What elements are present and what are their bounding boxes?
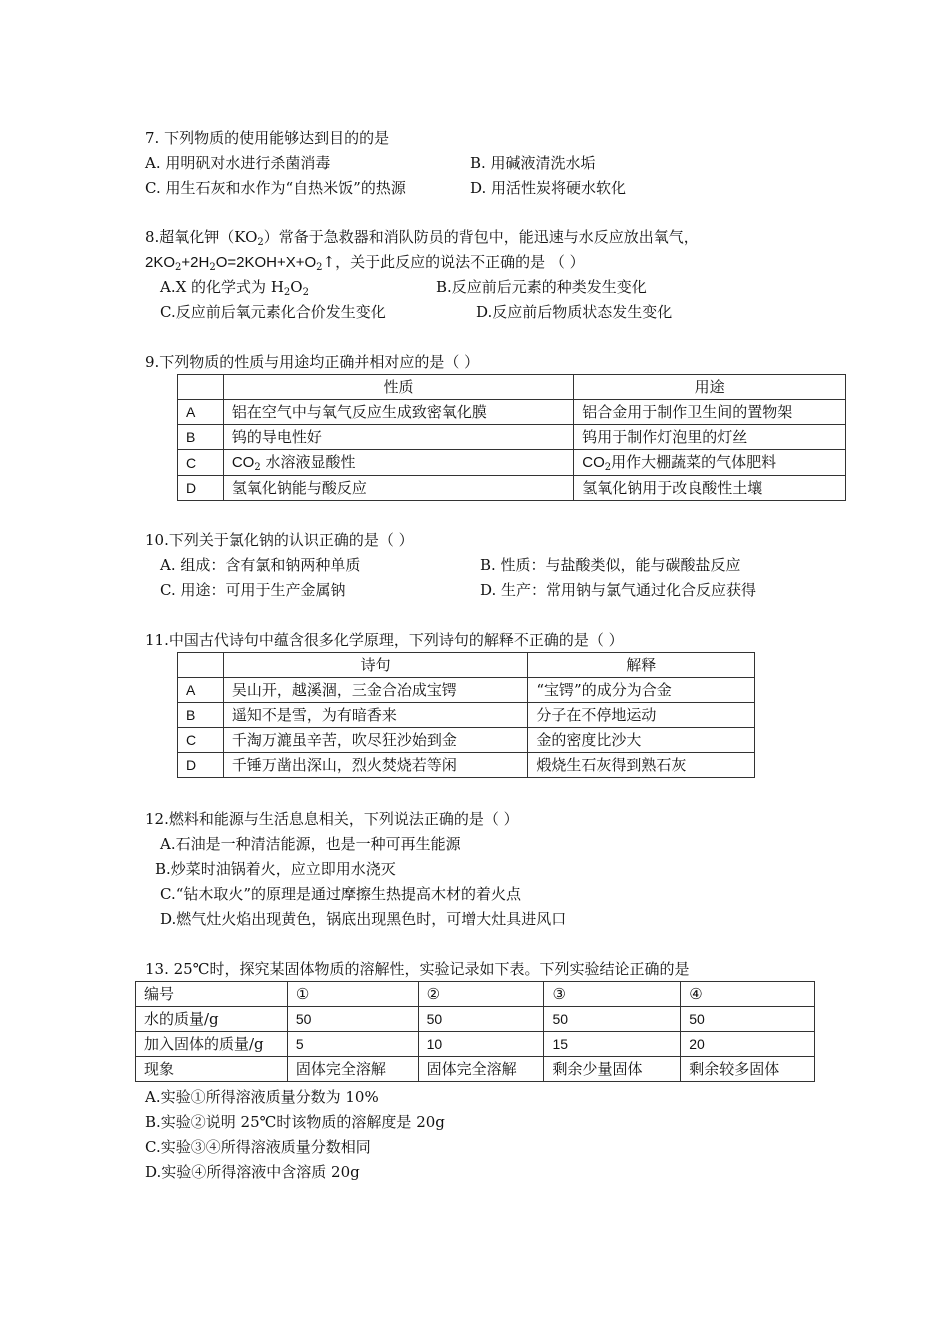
row-label: A: [178, 400, 224, 425]
q12-option-d: D.燃气灶火焰出现黄色，锅底出现黑色时，可增大灶具进风口: [160, 910, 567, 928]
table-cell: 剩余较多固体: [681, 1057, 815, 1082]
q13-option-b: B.实验②说明 25℃时该物质的溶解度是 20g: [145, 1113, 445, 1131]
q9-table: [177, 374, 846, 501]
row-label: A: [178, 678, 224, 703]
table-header-cell: 用途: [574, 375, 846, 400]
row-label: B: [178, 703, 224, 728]
table-row: [136, 1007, 815, 1032]
explain-cell: 分子在不停地运动: [528, 703, 755, 728]
q12-option-b: B.炒菜时油锅着火，应立即用水浇灭: [155, 860, 396, 878]
table-header-row: [178, 375, 846, 400]
table-cell: 10: [418, 1032, 544, 1057]
q12-option-c: C.“钻木取火”的原理是通过摩擦生热提高木材的着火点: [160, 885, 522, 903]
table-cell: ②: [418, 982, 544, 1007]
q7-option-b: B. 用碱液清洗水垢: [470, 154, 596, 172]
poem-cell: 遥知不是雪，为有暗香来: [223, 703, 528, 728]
q7-option-a: A. 用明矾对水进行杀菌消毒: [145, 154, 331, 172]
table-cell: 固体完全溶解: [287, 1057, 418, 1082]
q11-stem: 11.中国古代诗句中蕴含很多化学原理，下列诗句的解释不正确的是（ ）: [145, 631, 624, 649]
q10-option-b: B. 性质：与盐酸类似，能与碳酸盐反应: [480, 556, 741, 574]
q10-option-a: A. 组成：含有氯和钠两种单质: [160, 556, 361, 574]
q12-stem: 12.燃料和能源与生活息息相关，下列说法正确的是（ ）: [145, 810, 519, 828]
table-row: [178, 425, 846, 450]
q9-stem: 9.下列物质的性质与用途均正确并相对应的是（ ）: [145, 353, 480, 371]
table-cell: 5: [287, 1032, 418, 1057]
q13-table: [135, 981, 815, 1082]
table-cell: 20: [681, 1032, 815, 1057]
table-row: [178, 450, 846, 476]
property-cell: $CO_2$ 水溶液显酸性: [223, 450, 573, 476]
table-header-cell: 诗句: [223, 653, 528, 678]
q8-option-b: B.反应前后元素的种类发生变化: [436, 278, 647, 296]
table-cell: ③: [544, 982, 681, 1007]
table-header-row: [178, 653, 755, 678]
use-cell: 氢氧化钠用于改良酸性土壤: [574, 476, 846, 501]
poem-cell: 千淘万漉虽辛苦，吹尽狂沙始到金: [223, 728, 528, 753]
row-label: D: [178, 476, 224, 501]
use-cell: 铝合金用于制作卫生间的置物架: [574, 400, 846, 425]
q8-option-d: D.反应前后物质状态发生变化: [476, 303, 673, 321]
q13-option-d: D.实验④所得溶液中含溶质 20g: [145, 1163, 360, 1181]
table-row: [178, 678, 755, 703]
row-label: C: [178, 450, 224, 476]
q8-equation: $2KO_2+2H_2O=2KOH+X+O_2↑$，关于此反应的说法不正确的是 （ ）: [145, 253, 585, 273]
table-row: [178, 476, 846, 501]
table-cell: 50: [544, 1007, 681, 1032]
poem-cell: 千锤万凿出深山，烈火焚烧若等闲: [223, 753, 528, 778]
table-cell: 加入固体的质量/g: [136, 1032, 288, 1057]
row-label: C: [178, 728, 224, 753]
property-cell: 氢氧化钠能与酸反应: [223, 476, 573, 501]
table-row: [178, 400, 846, 425]
table-cell: 50: [418, 1007, 544, 1032]
table-header-cell: [178, 375, 224, 400]
property-cell: 钨的导电性好: [223, 425, 573, 450]
q11-table: [177, 652, 755, 778]
explain-cell: 金的密度比沙大: [528, 728, 755, 753]
table-cell: 剩余少量固体: [544, 1057, 681, 1082]
table-row: [178, 728, 755, 753]
q8-option-a: A.X 的化学式为 $H_2O_2$: [160, 278, 309, 298]
explain-cell: 煅烧生石灰得到熟石灰: [528, 753, 755, 778]
row-label: B: [178, 425, 224, 450]
table-row: [136, 1057, 815, 1082]
table-cell: 现象: [136, 1057, 288, 1082]
row-label: D: [178, 753, 224, 778]
q13-stem: 13. 25℃时，探究某固体物质的溶解性，实验记录如下表。下列实验结论正确的是: [145, 960, 690, 978]
table-row: [136, 1032, 815, 1057]
table-row: [178, 753, 755, 778]
poem-cell: 吴山开，越溪涸，三金合冶成宝锷: [223, 678, 528, 703]
q7-option-d: D. 用活性炭将硬水软化: [470, 179, 627, 197]
use-cell: 钨用于制作灯泡里的灯丝: [574, 425, 846, 450]
table-cell: ④: [681, 982, 815, 1007]
table-cell: 50: [681, 1007, 815, 1032]
table-header-cell: 性质: [223, 375, 573, 400]
q10-stem: 10.下列关于氯化钠的认识正确的是（ ）: [145, 531, 414, 549]
q8-stem: 8.超氧化钾$(KO_2)$常备于急救器和消队防员的背包中，能迅速与水反应放出氧气，: [145, 228, 699, 248]
explain-cell: “宝锷”的成分为合金: [528, 678, 755, 703]
table-cell: 编号: [136, 982, 288, 1007]
q13-option-c: C.实验③④所得溶液质量分数相同: [145, 1138, 371, 1156]
table-header-cell: [178, 653, 224, 678]
q10-option-c: C. 用途：可用于生产金属钠: [160, 581, 346, 599]
table-header-cell: 解释: [528, 653, 755, 678]
table-header-row: [136, 982, 815, 1007]
table-cell: 15: [544, 1032, 681, 1057]
table-cell: 固体完全溶解: [418, 1057, 544, 1082]
q12-option-a: A.石油是一种清洁能源，也是一种可再生能源: [160, 835, 461, 853]
table-cell: 水的质量/g: [136, 1007, 288, 1032]
use-cell: $CO_2$用作大棚蔬菜的气体肥料: [574, 450, 846, 476]
q10-option-d: D. 生产：常用钠与氯气通过化合反应获得: [480, 581, 757, 599]
table-row: [178, 703, 755, 728]
property-cell: 铝在空气中与氧气反应生成致密氧化膜: [223, 400, 573, 425]
table-cell: 50: [287, 1007, 418, 1032]
q8-option-c: C.反应前后氧元素化合价发生变化: [160, 303, 386, 321]
q7-stem: 7. 下列物质的使用能够达到目的的是: [145, 129, 390, 147]
table-cell: ①: [287, 982, 418, 1007]
q7-option-c: C. 用生石灰和水作为“自热米饭”的热源: [145, 179, 406, 197]
q13-option-a: A.实验①所得溶液质量分数为 10%: [145, 1088, 379, 1106]
